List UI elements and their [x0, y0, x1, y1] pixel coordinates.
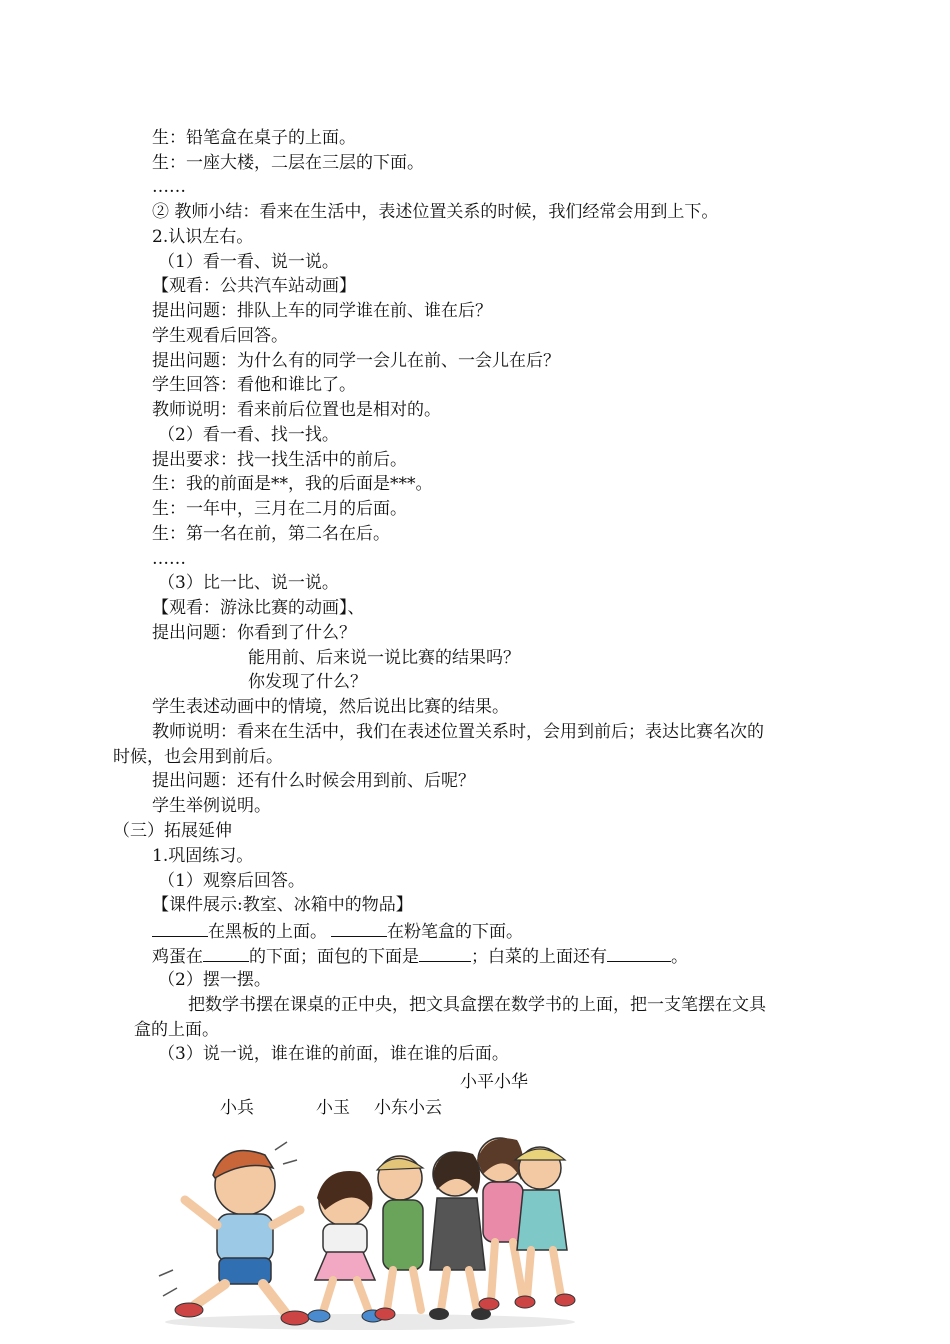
text-line: 盒的上面。	[134, 1020, 219, 1040]
sub-heading: （2）摆一摆。	[158, 970, 271, 990]
text-line: 你发现了什么？	[248, 672, 367, 692]
text-line: 提出问题：还有什么时候会用到前、后呢？	[152, 771, 475, 791]
text-line: 生：一座大楼，二层在三层的下面。	[152, 153, 424, 173]
text-line: 生：铅笔盒在桌子的上面。	[152, 128, 356, 148]
text-line: 提出问题：你看到了什么？	[152, 623, 356, 643]
sub-heading: （1）观察后回答。	[158, 871, 305, 891]
blank[interactable]	[203, 943, 249, 962]
text-line: 生：一年中，三月在二月的后面。	[152, 499, 407, 519]
text-line: 时候，也会用到前后。	[113, 747, 283, 767]
text-line: 学生表述动画中的情境，然后说出比赛的结果。	[152, 697, 509, 717]
sub-heading: （2）看一看、找一找。	[158, 425, 339, 445]
child-figure	[477, 1138, 523, 1310]
name-label: 小玉	[316, 1098, 350, 1118]
sub-heading: （3）比一比、说一说。	[158, 573, 339, 593]
text-line: 生：第一名在前，第二名在后。	[152, 524, 390, 544]
text-line: 【观看：公共汽车站动画】	[152, 276, 356, 296]
ellipsis: ……	[152, 177, 186, 197]
children-running-illustration	[155, 1130, 585, 1335]
sub-heading: （1）看一看、说一说。	[158, 252, 339, 272]
teacher-summary: ② 教师小结：看来在生活中，表述位置关系的时候，我们经常会用到上下。	[152, 202, 719, 222]
text-line: 教师说明：看来在生活中，我们在表述位置关系时，会用到前后；表达比赛名次的	[152, 722, 764, 742]
text-line: 【课件展示:教室、冰箱中的物品】	[152, 895, 413, 915]
text-line: 把数学书摆在课桌的正中央，把文具盒摆在数学书的上面，把一支笔摆在文具	[188, 995, 766, 1015]
text-line: 生：我的前面是**，我的后面是***。	[152, 474, 433, 494]
blank[interactable]	[331, 918, 387, 937]
sub-heading: 1.巩固练习。	[152, 846, 254, 866]
blank[interactable]	[607, 943, 671, 962]
name-label: 小东小云	[374, 1098, 442, 1118]
ellipsis: ……	[152, 549, 186, 569]
text-line: 教师说明：看来前后位置也是相对的。	[152, 400, 441, 420]
text-line: 提出问题：排队上车的同学谁在前、谁在后？	[152, 301, 492, 321]
text-line: 提出要求：找一找生活中的前后。	[152, 450, 407, 470]
text-line: 学生回答：看他和谁比了。	[152, 375, 356, 395]
child-figure	[429, 1152, 491, 1321]
section-heading: （三）拓展延伸	[113, 821, 232, 841]
text-line: 【观看：游泳比赛的动画】、	[152, 598, 365, 618]
child-figure	[308, 1171, 384, 1322]
text-line: 学生观看后回答。	[152, 326, 288, 346]
blank[interactable]	[152, 918, 208, 937]
text-line: 能用前、后来说一说比赛的结果吗？	[248, 648, 520, 668]
blank[interactable]	[419, 943, 471, 962]
text-line: 提出问题：为什么有的同学一会儿在前、一会儿在后？	[152, 351, 560, 371]
child-figure	[375, 1156, 423, 1320]
fill-blank-line: 在黑板的上面。 在粉笔盒的下面。	[152, 918, 523, 944]
sub-heading: （3）说一说，谁在谁的前面，谁在谁的后面。	[158, 1044, 509, 1064]
fill-blank-line: 鸡蛋在 的下面；面包的下面是 ；白菜的上面还有 。	[152, 943, 688, 969]
child-figure	[175, 1151, 309, 1326]
text-line: 学生举例说明。	[152, 796, 271, 816]
name-label: 小兵	[220, 1098, 254, 1118]
name-label-top: 小平小华	[460, 1072, 528, 1092]
section-heading: 2.认识左右。	[152, 227, 254, 247]
